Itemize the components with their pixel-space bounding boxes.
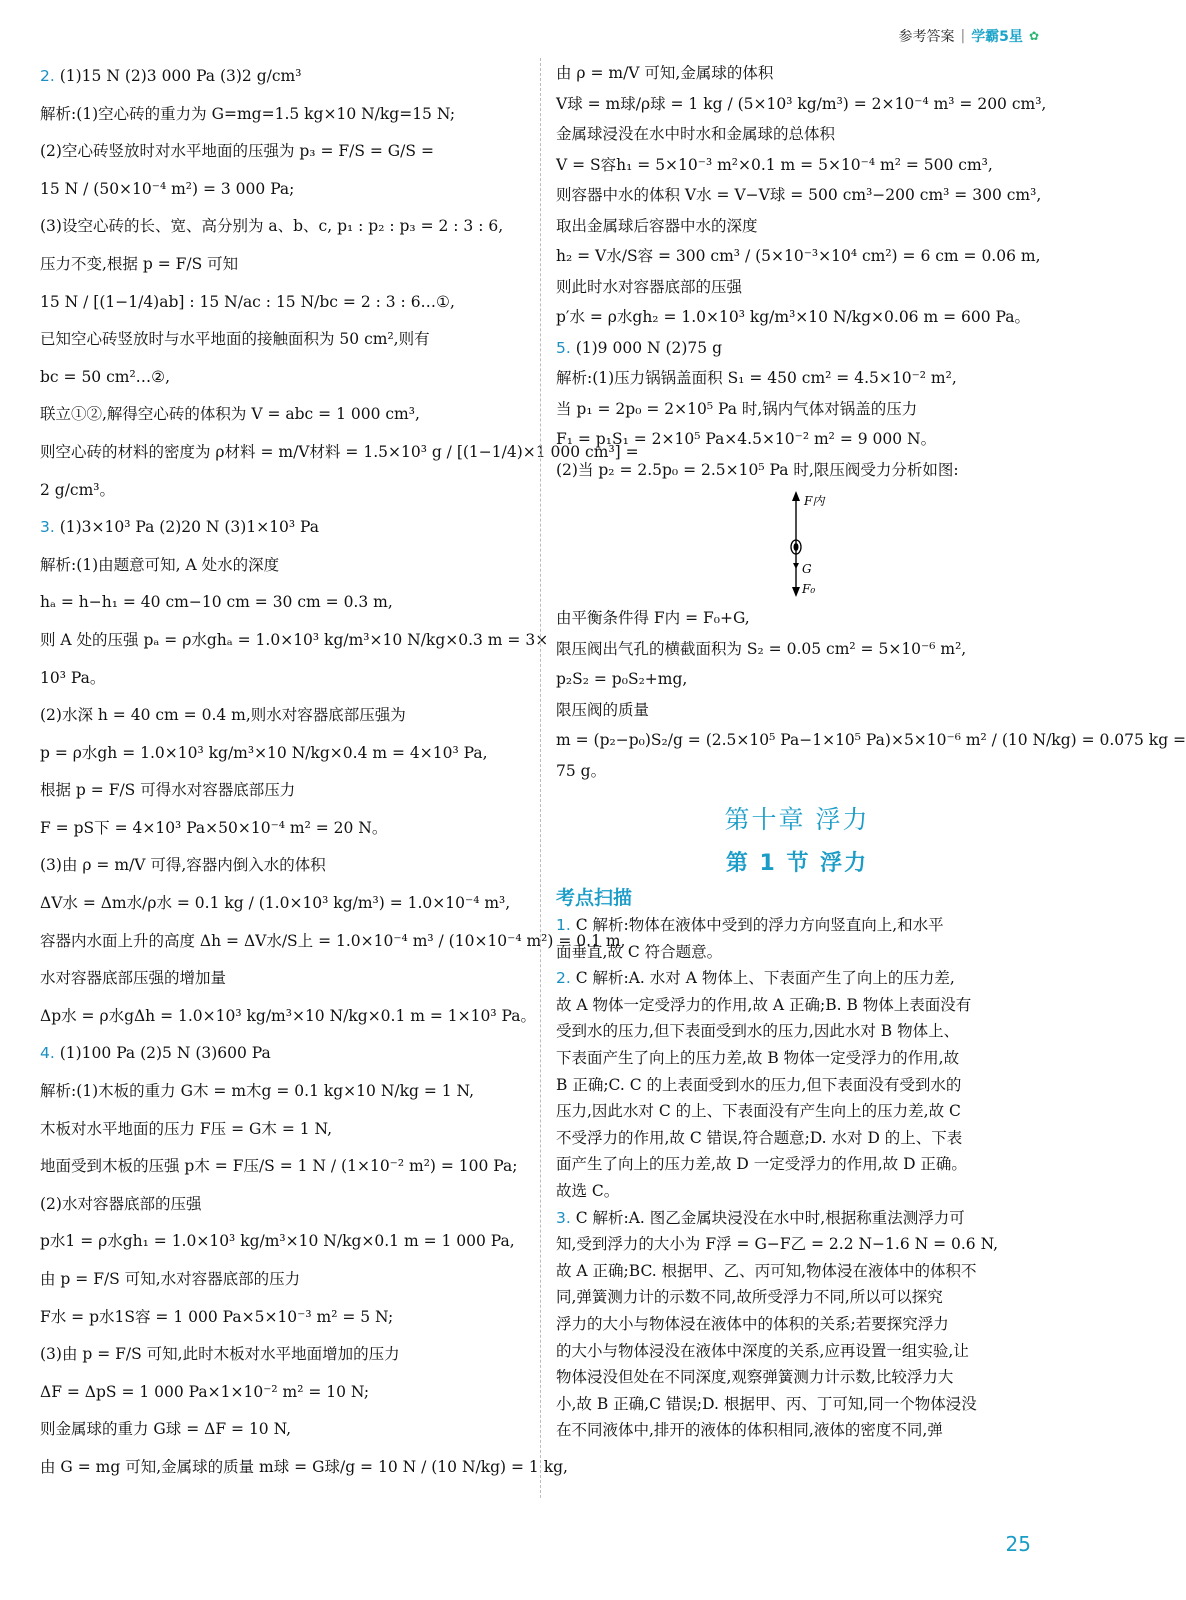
scan-heading: 考点扫描 — [556, 887, 633, 909]
text-line: 4. (1)100 Pa (2)5 N (3)600 Pa — [40, 1044, 271, 1063]
text-line: 已知空心砖竖放时与水平地面的接触面积为 50 cm²,则有 — [40, 330, 430, 349]
text-line: 知,受到浮力的大小为 F浮 = G−F乙 = 2.2 N−1.6 N = 0.6 N, — [556, 1235, 999, 1254]
text-line: h₂ = V水/S容 = 300 cm³ / (5×10⁻³×10⁴ cm²) = 6 cm = 0.06 m, — [556, 247, 1041, 265]
g-arrowhead — [793, 563, 799, 569]
text-line: 压力不变,根据 p = F/S 可知 — [40, 254, 239, 273]
page-header — [898, 26, 1039, 46]
g-label: G — [802, 562, 812, 576]
text-line: 金属球浸没在水中时水和金属球的总体积 — [556, 125, 836, 143]
text-line: hₐ = h−h₁ = 40 cm−10 cm = 30 cm = 0.3 m, — [40, 593, 393, 612]
question-number: 2. — [40, 67, 55, 85]
text-line: 则容器中水的体积 V水 = V−V球 = 500 cm³−200 cm³ = 300 cm³, — [556, 186, 1042, 204]
right-column-top — [556, 58, 1047, 485]
question-number: 2. — [556, 969, 571, 988]
text-line: bc = 50 cm²…②, — [40, 367, 171, 386]
question-number: 3. — [556, 1208, 571, 1227]
question-number: 4. — [40, 1044, 55, 1063]
text-line: 浮力的大小与物体浸在液体中的体积的关系;若要探究浮力 — [556, 1314, 949, 1333]
right-column-bottom — [556, 912, 1038, 1444]
text-line: 故 A 物体一定受浮力的作用,故 A 正确;B. B 物体上表面没有 — [556, 995, 972, 1014]
text-line: 根据 p = F/S 可得水对容器底部压力 — [40, 781, 296, 800]
text-line: (2)水深 h = 40 cm = 0.4 m,则水对容器底部压强为 — [40, 706, 406, 725]
text-line: 10³ Pa。 — [40, 668, 106, 687]
text-line: 压力,因此水对 C 的上、下表面没有产生向上的压力差,故 C — [556, 1102, 961, 1121]
text-line: 15 N / (50×10⁻⁴ m²) = 3 000 Pa; — [40, 179, 295, 198]
text-line: 物体浸没但处在不同深度,观察弹簧测力计示数,比较浮力大 — [556, 1368, 954, 1387]
text-line: 75 g。 — [556, 761, 607, 780]
text-line: 3. (1)3×10³ Pa (2)20 N (3)1×10³ Pa — [40, 518, 320, 537]
text-line: p水1 = ρ水gh₁ = 1.0×10³ kg/m³×10 N/kg×0.1 m = 1 000 Pa, — [40, 1232, 515, 1251]
f0-arrowhead — [792, 587, 800, 597]
text-line: 则此时水对容器底部的压强 — [556, 277, 743, 296]
right-column — [556, 58, 1186, 1444]
force-diagram — [556, 489, 1038, 599]
text-line: 受到水的压力,但下表面受到水的压力,因此水对 B 物体上、 — [556, 1022, 960, 1041]
header-brand: 学霸5星 — [971, 29, 1023, 45]
valve-core — [794, 543, 799, 551]
question-number: 1. — [556, 916, 571, 934]
column-divider — [540, 58, 541, 1498]
text-line: 小,故 B 正确,C 错误;D. 根据甲、丙、丁可知,同一个物体浸没 — [556, 1394, 977, 1413]
text-line: 2. C 解析:A. 水对 A 物体上、下表面产生了向上的压力差, — [556, 969, 955, 988]
text-line: 水对容器底部压强的增加量 — [40, 969, 227, 988]
text-line: 解析:(1)由题意可知, A 处水的深度 — [40, 555, 280, 574]
text-line: 容器内水面上升的高度 Δh = ΔV水/S上 = 1.0×10⁻⁴ m³ / (10×10⁻⁴ m²) = 0.1 m, — [40, 931, 626, 950]
question-number: 5. — [556, 338, 571, 357]
text-line: p₂S₂ = p₀S₂+mg, — [556, 670, 688, 688]
text-line: 限压阀的质量 — [556, 700, 650, 719]
text-line: (3)由 ρ = m/V 可得,容器内倒入水的体积 — [40, 856, 326, 875]
text-line: p′水 = ρ水gh₂ = 1.0×10³ kg/m³×10 N/kg×0.06 m = 600 Pa。 — [556, 308, 1030, 326]
text-line: ΔV水 = Δm水/ρ水 = 0.1 kg / (1.0×10³ kg/m³) = 1.0×10⁻⁴ m³, — [40, 894, 511, 913]
text-line: ΔF = ΔpS = 1 000 Pa×1×10⁻² m² = 10 N; — [40, 1382, 370, 1401]
force-diagram-svg — [556, 489, 1038, 599]
text-line: 木板对水平地面的压力 F压 = G木 = 1 N, — [40, 1119, 333, 1138]
text-line: 则金属球的重力 G球 = ΔF = 10 N, — [40, 1420, 292, 1439]
leaf-icon: ✿ — [1028, 29, 1039, 43]
text-line: 的大小与物体浸没在液体中深度的关系,应再设置一组实验,让 — [556, 1341, 969, 1360]
text-line: F水 = p水1S容 = 1 000 Pa×5×10⁻³ m² = 5 N; — [40, 1307, 394, 1326]
text-line: p = ρ水gh = 1.0×10³ kg/m³×10 N/kg×0.4 m = 4×10³ Pa, — [40, 743, 488, 762]
text-line: 取出金属球后容器中水的深度 — [556, 216, 758, 235]
chapter-title: 第十章 浮力 — [724, 805, 870, 834]
f0-label: F₀ — [802, 582, 816, 596]
text-line: B 正确;C. C 的上表面受到水的压力,但下表面没有受到水的 — [556, 1075, 962, 1094]
text-line: F₁ = p₁S₁ = 2×10⁵ Pa×4.5×10⁻² m² = 9 000 N。 — [556, 430, 937, 448]
text-line: 限压阀出气孔的横截面积为 S₂ = 0.05 cm² = 5×10⁻⁶ m², — [556, 639, 967, 658]
right-column-middle — [556, 603, 1186, 786]
text-line: F = pS下 = 4×10³ Pa×50×10⁻⁴ m² = 20 N。 — [40, 818, 388, 837]
text-line: m = (p₂−p₀)S₂/g = (2.5×10⁵ Pa−1×10⁵ Pa)×5×10⁻⁶ m² / (10 N/kg) = 0.075 kg = — [556, 731, 1186, 749]
text-line: (2)当 p₂ = 2.5p₀ = 2.5×10⁵ Pa 时,限压阀受力分析如图: — [556, 460, 959, 479]
text-line: 地面受到木板的压强 p木 = F压/S = 1 N / (1×10⁻² m²) = 100 Pa; — [40, 1157, 518, 1176]
section-title: 第 1 节 浮力 — [725, 851, 869, 876]
text-line: 5. (1)9 000 N (2)75 g — [556, 338, 722, 357]
text-line: (3)设空心砖的长、宽、高分别为 a、b、c, p₁ : p₂ : p₃ = 2 : 3 : 6, — [40, 217, 504, 236]
text-line: 1. C 解析:物体在液体中受到的浮力方向竖直向上,和水平 — [556, 916, 944, 934]
text-line: (2)水对容器底部的压强 — [40, 1194, 202, 1213]
text-line: 则 A 处的压强 pₐ = ρ水ghₐ = 1.0×10³ kg/m³×10 N/kg×0.3 m = 3× — [40, 630, 549, 649]
text-line: 由 G = mg 可知,金属球的质量 m球 = G球/g = 10 N / (10 N/kg) = 1 kg, — [40, 1457, 568, 1476]
text-line: 不受浮力的作用,故 C 错误,符合题意;D. 水对 D 的上、下表 — [556, 1128, 963, 1147]
text-line: Δp水 = ρ水gΔh = 1.0×10³ kg/m³×10 N/kg×0.1 m = 1×10³ Pa。 — [40, 1006, 536, 1025]
question-number: 3. — [40, 518, 55, 537]
header-divider: | — [960, 28, 966, 44]
page-number: 25 — [1005, 1532, 1031, 1556]
text-line: (2)空心砖竖放时对水平地面的压强为 p₃ = F/S = G/S = — [40, 142, 434, 161]
text-line: 故 A 正确;BC. 根据甲、乙、丙可知,物体浸在液体中的体积不 — [556, 1261, 977, 1280]
text-line: 15 N / [(1−1/4)ab] : 15 N/ac : 15 N/bc = 2 : 3 : 6…①, — [40, 292, 455, 311]
text-line: 2 g/cm³。 — [40, 480, 116, 499]
text-line: (3)由 p = F/S 可知,此时木板对水平地面增加的压力 — [40, 1345, 400, 1364]
text-line: 由平衡条件得 F内 = F₀+G, — [556, 609, 750, 627]
text-line: 由 p = F/S 可知,水对容器底部的压力 — [40, 1270, 301, 1288]
text-line: 3. C 解析:A. 图乙金属块浸没在水中时,根据称重法测浮力可 — [556, 1208, 965, 1227]
text-line: 当 p₁ = 2p₀ = 2×10⁵ Pa 时,锅内气体对锅盖的压力 — [556, 399, 918, 418]
text-line: 解析:(1)空心砖的重力为 G=mg=1.5 kg×10 N/kg=15 N; — [40, 104, 456, 123]
text-line: 2. (1)15 N (2)3 000 Pa (3)2 g/cm³ — [40, 67, 302, 85]
text-line: 解析:(1)木板的重力 G木 = m木g = 0.1 kg×10 N/kg = 1 N, — [40, 1082, 475, 1101]
text-line: 下表面产生了向上的压力差,故 B 物体一定受浮力的作用,故 — [556, 1048, 960, 1067]
text-line: 故选 C。 — [556, 1181, 620, 1200]
f-in-label: F内 — [804, 494, 825, 508]
text-line: 由 ρ = m/V 可知,金属球的体积 — [556, 64, 774, 82]
text-line: 则空心砖的材料的密度为 ρ材料 = m/V材料 = 1.5×10³ g / [(1−1/4)×1 000 cm³] = — [40, 442, 639, 461]
text-line: 解析:(1)压力锅锅盖面积 S₁ = 450 cm² = 4.5×10⁻² m², — [556, 369, 957, 387]
text-line: 在不同液体中,排开的液体的体积相同,液体的密度不同,弹 — [556, 1421, 943, 1440]
text-line: 同,弹簧测力计的示数不同,故所受浮力不同,所以可以探究 — [556, 1288, 943, 1307]
text-line: V = S容h₁ = 5×10⁻³ m²×0.1 m = 5×10⁻⁴ m² = 500 cm³, — [556, 155, 993, 174]
text-line: 面产生了向上的压力差,故 D 一定受浮力的作用,故 D 正确。 — [556, 1155, 967, 1174]
text-line: V球 = m球/ρ球 = 1 kg / (5×10³ kg/m³) = 2×10⁻⁴ m³ = 200 cm³, — [556, 94, 1047, 113]
text-line: 联立①②,解得空心砖的体积为 V = abc = 1 000 cm³, — [40, 405, 420, 424]
header-section: 参考答案 — [898, 29, 955, 45]
text-line: 面垂直,故 C 符合题意。 — [556, 942, 723, 961]
f-in-arrowhead — [792, 491, 800, 501]
